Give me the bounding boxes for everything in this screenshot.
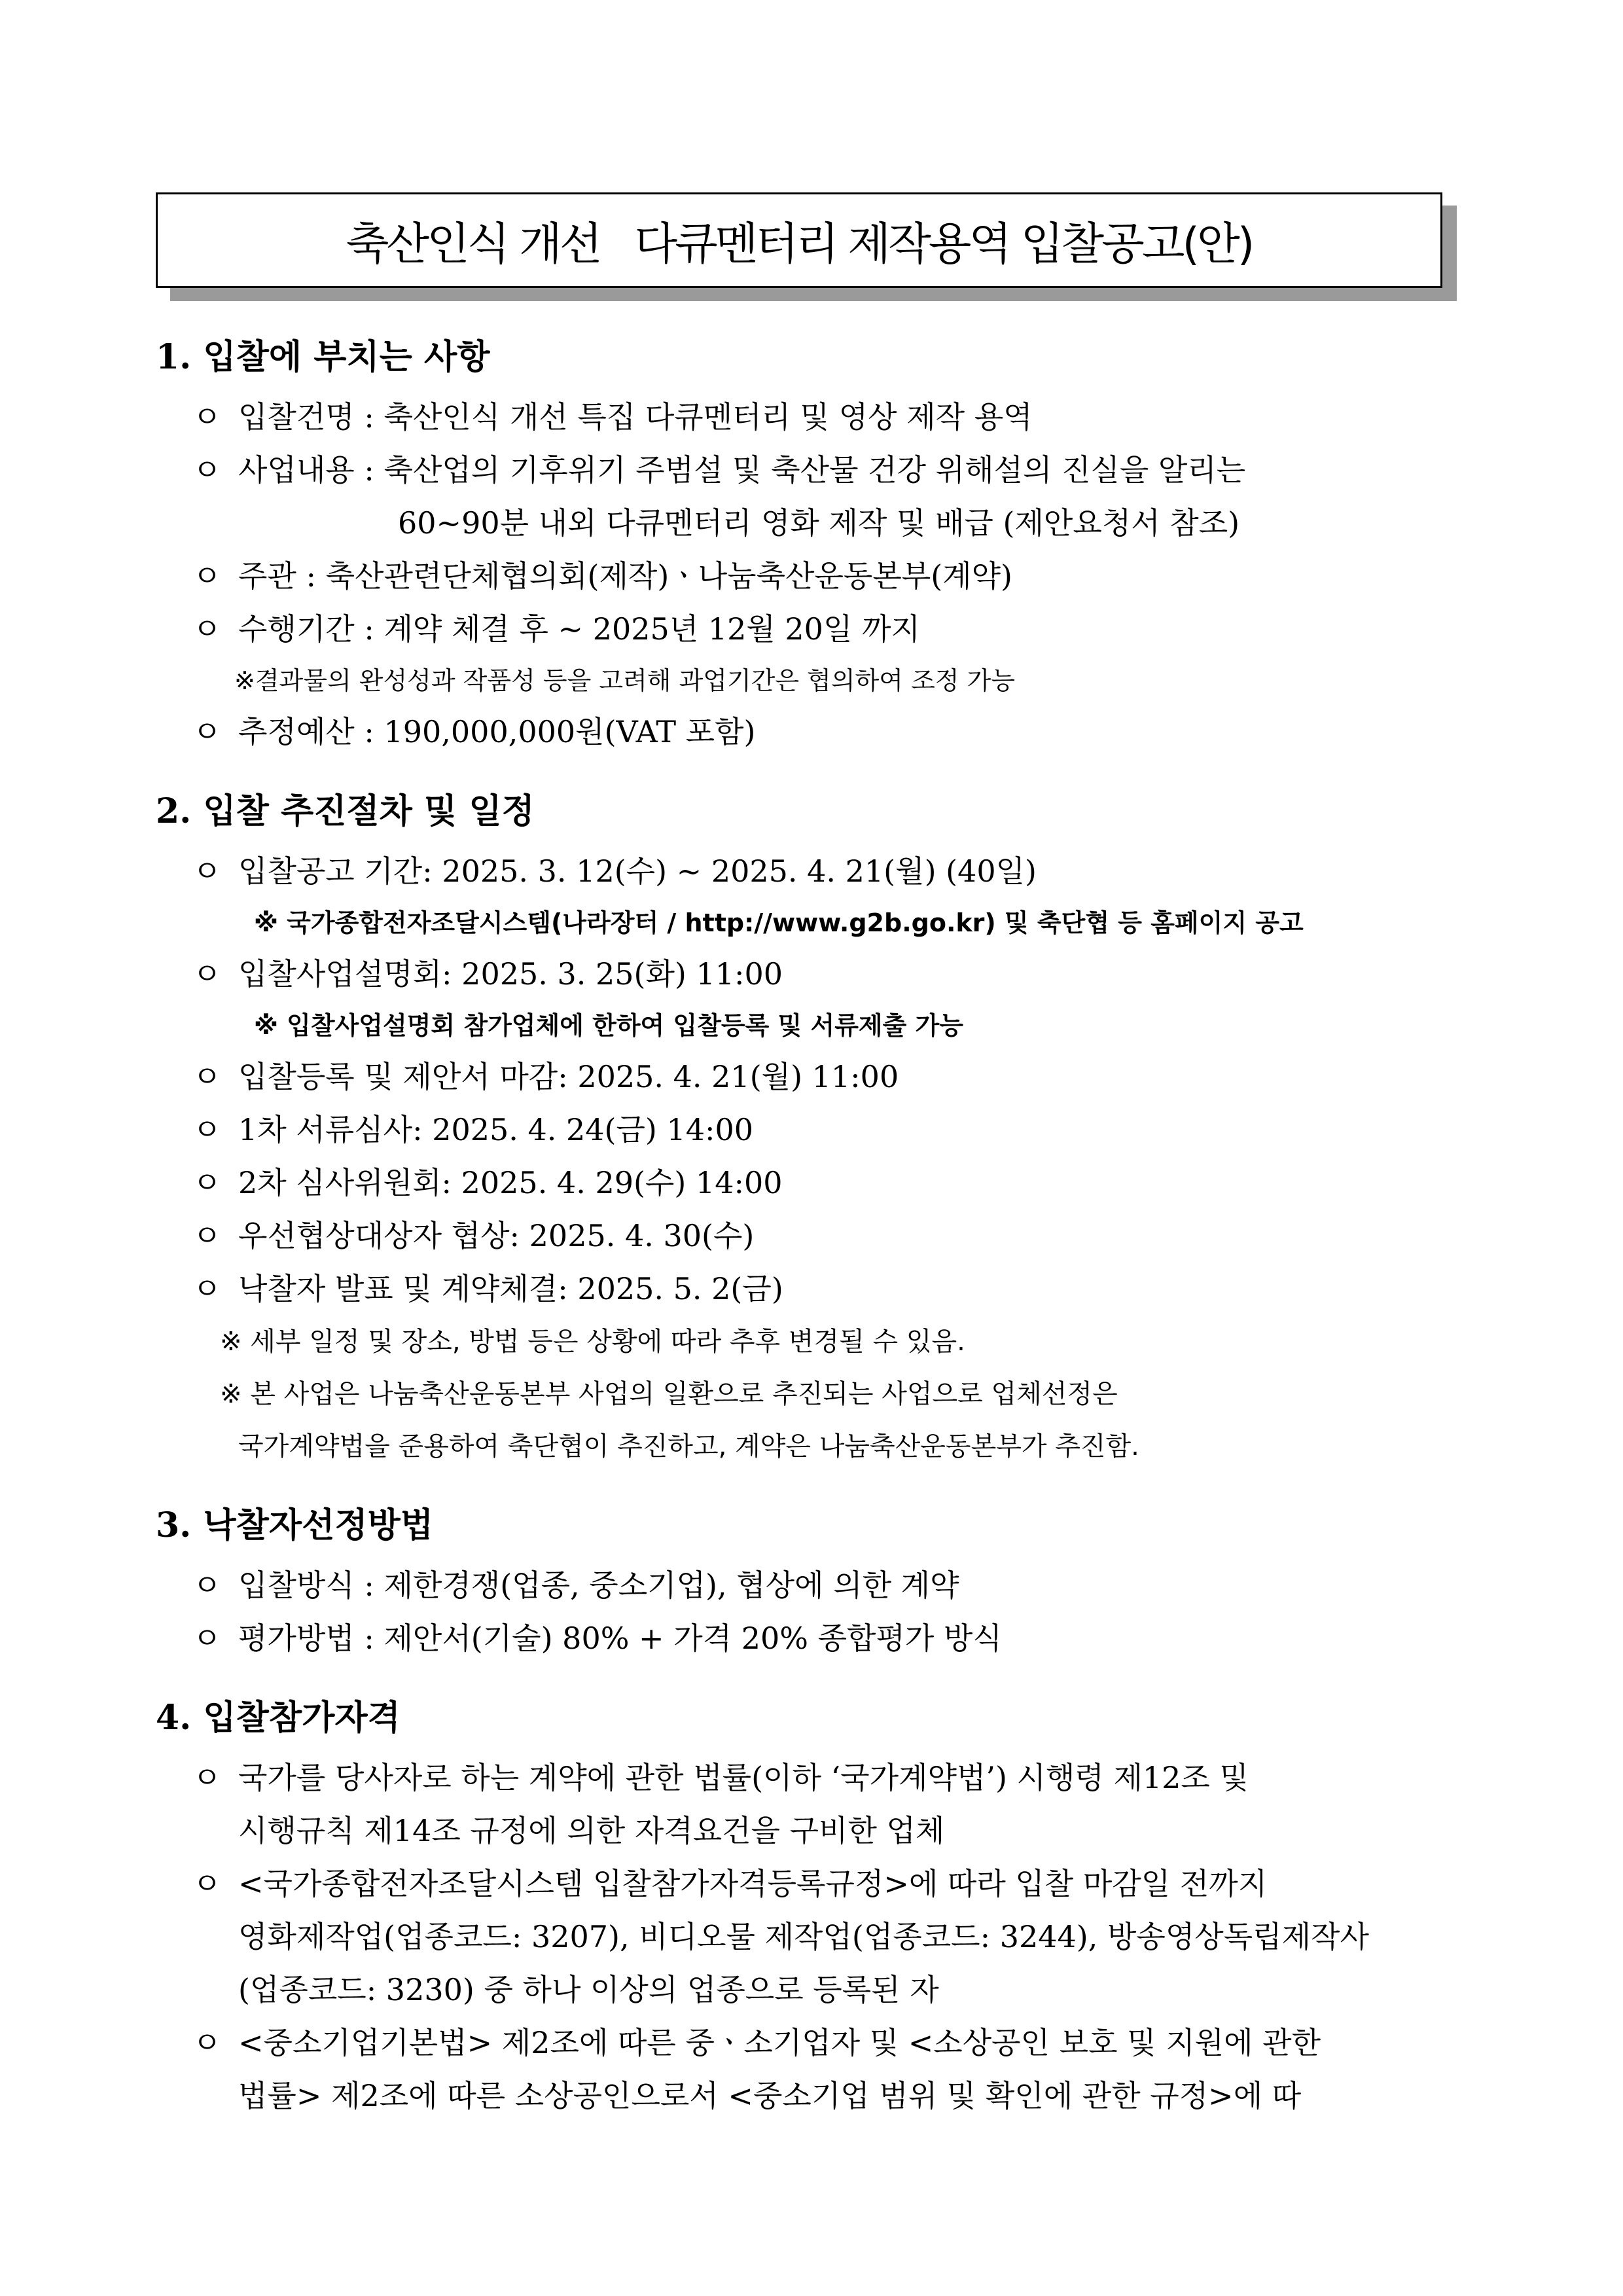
bullet-icon: ㅇ — [192, 1218, 222, 1253]
list-item: ㅇ 주관 : 축산관련단체협의회(제작)ㆍ나눔축산운동본부(계약) — [156, 550, 1484, 603]
note: ※ 본 사업은 나눔축산운동본부 사업의 일환으로 추진되는 사업으로 업체선정은 — [220, 1379, 1118, 1409]
bullet-icon: ㅇ — [192, 1568, 222, 1603]
note-continuation: 국가계약법을 준용하여 축단협이 추진하고, 계약은 나눔축산운동본부가 추진함. — [238, 1431, 1139, 1462]
section-4 — [156, 1691, 1484, 2123]
list-item: ㅇ 추정예산 : 190,000,000원(VAT 포함) — [156, 706, 1484, 759]
section-heading: 4. 입찰참가자격 — [156, 1698, 401, 1738]
bullet-icon: ㅇ — [192, 399, 222, 435]
section-2 — [156, 785, 1484, 1473]
bullet-icon: ㅇ — [192, 611, 222, 647]
list-item: ㅇ 입찰건명 : 축산인식 개선 특집 다큐멘터리 및 영상 제작 용역 — [156, 391, 1484, 444]
document-title: 축산인식 개선 다큐멘터리 제작용역 입찰공고(안) — [346, 218, 1253, 270]
note: ※ 입찰사업설명회 참가업체에 한하여 입찰등록 및 서류제출 가능 — [254, 1011, 963, 1040]
bullet-icon: ㅇ — [192, 853, 222, 889]
section-1 — [156, 331, 1484, 759]
list-item-continuation: 시행규칙 제14조 규정에 의한 자격요건을 구비한 업체 — [238, 1813, 945, 1848]
bullet-icon: ㅇ — [192, 558, 222, 594]
note: ※결과물의 완성성과 작품성 등을 고려해 과업기간은 협의하여 조정 가능 — [234, 666, 1016, 695]
list-item: ㅇ 낙찰자 발표 및 계약체결: 2025. 5. 2(금) — [156, 1263, 1484, 1316]
bullet-icon: ㅇ — [192, 1271, 222, 1306]
note: ※ 국가종합전자조달시스템(나라장터 / http://www.g2b.go.kr) 및 축단협 등 홈페이지 공고 — [254, 908, 1304, 937]
bullet-icon: ㅇ — [192, 956, 222, 992]
bullet-icon: ㅇ — [192, 1059, 222, 1094]
bullet-icon: ㅇ — [192, 1165, 222, 1200]
section-3 — [156, 1499, 1484, 1665]
list-item-continuation: 법률> 제2조에 따른 소상공인으로서 <중소기업 범위 및 확인에 관한 규정>에 따 — [238, 2078, 1302, 2113]
section-heading: 1. 입찰에 부치는 사항 — [156, 337, 490, 377]
bullet-icon: ㅇ — [192, 1866, 222, 1901]
section-heading: 3. 낙찰자선정방법 — [156, 1505, 434, 1545]
list-item: ㅇ 수행기간 : 계약 체결 후 ~ 2025년 12월 20일 까지 — [156, 603, 1484, 656]
list-item: ㅇ 우선협상대상자 협상: 2025. 4. 30(수) — [156, 1210, 1484, 1263]
bullet-icon: ㅇ — [192, 1621, 222, 1656]
list-item: ㅇ 입찰방식 : 제한경쟁(업종, 중소기업), 협상에 의한 계약 — [156, 1559, 1484, 1612]
bullet-icon: ㅇ — [192, 1112, 222, 1147]
bullet-icon: ㅇ — [192, 714, 222, 749]
list-item: ㅇ 입찰등록 및 제안서 마감: 2025. 4. 21(월) 11:00 — [156, 1050, 1484, 1103]
list-item-continuation: 60~90분 내외 다큐멘터리 영화 제작 및 배급 (제안요청서 참조) — [398, 505, 1240, 541]
bullet-icon: ㅇ — [192, 2025, 222, 2060]
list-item: ㅇ 입찰공고 기간: 2025. 3. 12(수) ∼ 2025. 4. 21(월) (40일) — [156, 845, 1484, 898]
list-item: ㅇ 2차 심사위원회: 2025. 4. 29(수) 14:00 — [156, 1157, 1484, 1210]
list-item: ㅇ 국가를 당사자로 하는 계약에 관한 법률(이하 ‘국가계약법’) 시행령 제12조 및 — [156, 1751, 1484, 1804]
list-item: ㅇ 평가방법 : 제안서(기술) 80% + 가격 20% 종합평가 방식 — [156, 1612, 1484, 1665]
document-body — [156, 331, 1484, 2149]
list-item: ㅇ 입찰사업설명회: 2025. 3. 25(화) 11:00 — [156, 948, 1484, 1001]
list-item: ㅇ <국가종합전자조달시스템 입찰참가자격등록규정>에 따라 입찰 마감일 전까지 — [156, 1857, 1484, 1910]
list-item: ㅇ <중소기업기본법> 제2조에 따른 중ㆍ소기업자 및 <소상공인 보호 및 지원에 관한 — [156, 2017, 1484, 2070]
note: ※ 세부 일정 및 장소, 방법 등은 상황에 따라 추후 변경될 수 있음. — [220, 1327, 965, 1357]
bullet-icon: ㅇ — [192, 452, 222, 488]
list-item: ㅇ 1차 서류심사: 2025. 4. 24(금) 14:00 — [156, 1103, 1484, 1157]
bullet-icon: ㅇ — [192, 1760, 222, 1795]
section-heading: 2. 입찰 추진절차 및 일정 — [156, 791, 535, 831]
list-item-continuation: 영화제작업(업종코드: 3207), 비디오물 제작업(업종코드: 3244), 방송영상독립제작사 — [238, 1919, 1369, 1954]
title-box — [156, 192, 1442, 288]
list-item-continuation: (업종코드: 3230) 중 하나 이상의 업종으로 등록된 자 — [238, 1972, 939, 2007]
list-item: ㅇ 사업내용 : 축산업의 기후위기 주범설 및 축산물 건강 위해설의 진실을 알리는 — [156, 444, 1484, 497]
